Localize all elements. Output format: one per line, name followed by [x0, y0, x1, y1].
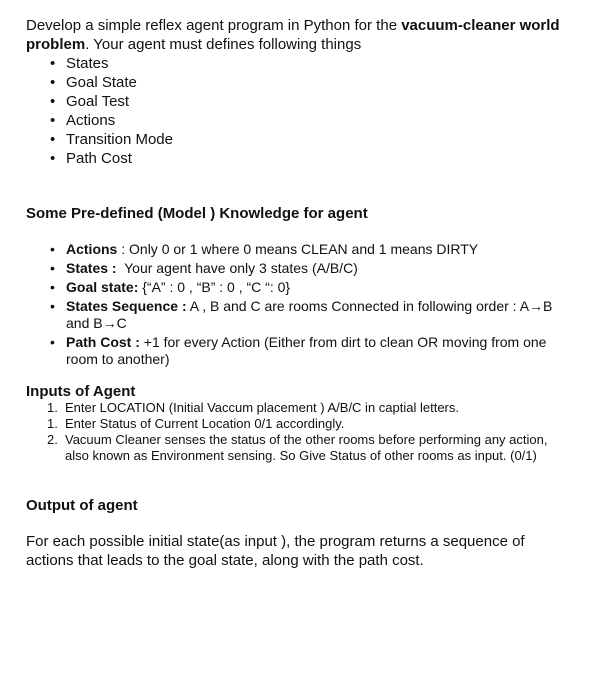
- intro-section: [26, 16, 571, 168]
- list-item: [47, 432, 571, 464]
- item-separator: [117, 260, 125, 276]
- item-label: States Sequence :: [66, 298, 187, 314]
- item-text: Enter Status of Current Location 0/1 accordingly.: [65, 416, 345, 431]
- item-text: Vacuum Cleaner senses the status of the other rooms before performing any action, also known as Environment sensing. So Give Status of other rooms as input. (0/1): [65, 432, 548, 463]
- list-item: • Goal State: [50, 73, 571, 92]
- item-label: Path Cost :: [66, 334, 140, 350]
- inputs-list: [47, 400, 571, 464]
- intro-bold-text: vacuum-cleaner world problem: [26, 17, 560, 53]
- requirements-list: [50, 54, 571, 168]
- item-label: States :: [66, 260, 117, 276]
- item-text: Only 0 or 1 where 0 means CLEAN and 1 means DIRTY: [129, 241, 479, 257]
- list-item: • States: [50, 54, 571, 73]
- item-label: Goal state:: [66, 279, 139, 295]
- knowledge-heading: Some Pre-defined (Model ) Knowledge for agent: [26, 205, 368, 222]
- inputs-section: [26, 400, 571, 464]
- list-item: • Transition Mode: [50, 130, 571, 149]
- item-text: Enter LOCATION (Initial Vaccum placement ) A/B/C in captial letters.: [65, 400, 459, 415]
- list-item: • Goal Test: [50, 92, 571, 111]
- list-item: [50, 298, 571, 332]
- output-paragraph: For each possible initial state(as input ), the program returns a sequence of actions that leads to the goal state, along with the path cost.: [26, 533, 525, 569]
- list-item: [47, 416, 571, 432]
- intro-text-end: . Your agent must defines following things: [85, 36, 362, 53]
- item-separator: :: [117, 241, 130, 257]
- item-text: A , B and C are rooms Connected in following order : A→B and B→C: [66, 298, 553, 331]
- list-item: • Actions: [50, 111, 571, 130]
- knowledge-list: [50, 241, 571, 368]
- intro-text: Develop a simple reflex agent program in Python for the: [26, 17, 402, 34]
- intro-paragraph: [26, 16, 571, 54]
- list-item: [50, 260, 571, 277]
- knowledge-section: [26, 241, 571, 370]
- item-text: Your agent have only 3 states (A/B/C): [124, 260, 358, 276]
- output-section: [26, 532, 571, 570]
- item-label: Actions: [66, 241, 118, 257]
- list-item: [50, 334, 571, 368]
- item-number: 1.: [47, 416, 58, 431]
- item-text: {“A” : 0 , “B” : 0 , “C “: 0}: [142, 279, 291, 295]
- item-number: 2.: [47, 432, 58, 447]
- list-item: [47, 400, 571, 416]
- list-item: [50, 279, 571, 296]
- list-item: [50, 241, 571, 258]
- output-heading: Output of agent: [26, 497, 138, 514]
- item-number: 1.: [47, 400, 58, 415]
- list-item: • Path Cost: [50, 149, 571, 168]
- inputs-heading: Inputs of Agent: [26, 383, 136, 400]
- item-text: +1 for every Action (Either from dirt to clean OR moving from one room to another): [66, 334, 547, 367]
